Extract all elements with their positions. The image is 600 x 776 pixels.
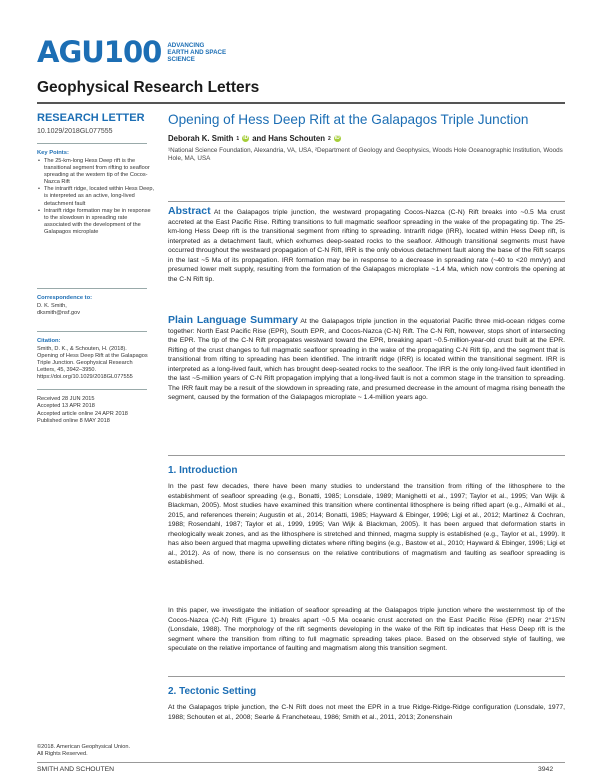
page-number: 3942 bbox=[538, 766, 554, 773]
orcid-icon[interactable]: iD bbox=[334, 135, 340, 141]
key-point: • The intrarift ridge, located within Hess Deep, is interpreted as an active, long-lived detachment fault bbox=[44, 186, 155, 207]
sidebar-divider bbox=[37, 331, 147, 332]
section-rule bbox=[168, 455, 565, 456]
author-list bbox=[168, 134, 565, 143]
author-name[interactable]: Deborah K. Smith bbox=[168, 134, 234, 143]
plain-language-summary bbox=[168, 316, 565, 403]
abstract-heading: Abstract bbox=[168, 205, 211, 217]
section-rule bbox=[168, 676, 565, 677]
pls-text: At the Galapagos triple junction in the equatorial Pacific three mid-ocean ridges come together: North East Pacific Rise (EPR), South EPR, and Cocos-Nazca (C-N) Rift. The C-N Rift, however, stops short of intersecting the EPR. The tip of the C-N Rift propagates westward toward the EPR, breaking apart ~0.5-million-year-old crust built at the EPR. Rifting of the crust changes to full magmatic seafloor spreading in the wake of the propagating C-N Rift tip, and the segment that is transitional from rifting to spreading has been identified. The intrarift ridge (IRR) is located within the transitional segment. IRR is interpreted as a long-lived fault, which has brought deep-seated rocks to the seafloor. The IRR is the only long-lived fault identified in the last ~5-million years of C-N Rift propagation implying that a long-lived fault is not a common stage in the transition to spreading. The IRR fault may be a result of the slowdown in spreading rate, and presumed decrease in the amount of magma rising beneath the segment, caused by the formation of the Galapagos microplate ~ 1.4-million years ago. bbox=[168, 318, 565, 402]
title-rule bbox=[168, 201, 565, 202]
key-points-heading: Key Points: bbox=[37, 150, 69, 156]
abstract bbox=[168, 207, 565, 284]
key-points-list bbox=[37, 158, 155, 236]
sidebar bbox=[37, 112, 155, 425]
section-heading-introduction: 1. Introduction bbox=[168, 465, 238, 476]
article-dates bbox=[37, 396, 155, 425]
affiliations: ¹National Science Foundation, Alexandria, VA, USA, ²Department of Geology and Geophysics, Woods Hole Oceanographic Institution, Woods Hole, MA, USA bbox=[168, 147, 563, 163]
correspondence-email[interactable]: dksmith@nsf.gov bbox=[37, 310, 80, 317]
sidebar-divider bbox=[37, 143, 147, 144]
correspondence-heading: Correspondence to: bbox=[37, 295, 93, 302]
copyright-line: ©2018. American Geophysical Union. bbox=[37, 744, 131, 750]
author-name[interactable]: and Hans Schouten bbox=[252, 134, 325, 143]
section-heading-tectonic-setting: 2. Tectonic Setting bbox=[168, 686, 257, 697]
correspondence-name: D. K. Smith, bbox=[37, 303, 67, 310]
article-header bbox=[168, 112, 565, 163]
affiliation-marker: 2 bbox=[327, 135, 331, 142]
abstract-text: At the Galapagos triple junction, the westward propagating Cocos-Nazca (C-N) Rift breaks into ~0.5 Ma crust accreted at the East Pacific Rise. Rifting transitions to full magmatic seafloor spreading in the wake of the propagating tip. The 25-km-long Hess Deep rift is the transitional segment from rifting to spreading. Intrarift ridge (IRR), located within Hess Deep rift, is interpreted as a detachment fault, which exhumes deep-seated rocks to the seafloor. Although transitional segments must have occurred throughout the westward propagation of C-N Rift, IRR is the only obvious detachment fault along the base of the Rift scarps in the last ~5 Ma of its propagation. IRR formation may be in response to a decrease in spreading rate (~40 to <20 mm/yr) and presumed lower melt supply, resulting from the formation of the Galapagos microplate ~1.4 Ma, which now controls the opening at the C-N Rift tip. bbox=[168, 209, 565, 283]
journal-title: Geophysical Research Letters bbox=[37, 79, 260, 96]
logo-wordmark: AGU100 bbox=[37, 35, 162, 69]
accepted-date: Accepted 13 APR 2018 bbox=[37, 403, 95, 410]
running-footer-authors: SMITH AND SCHOUTEN bbox=[37, 766, 115, 773]
copyright bbox=[37, 744, 157, 758]
accepted-online-date: Accepted article online 24 APR 2018 bbox=[37, 410, 128, 417]
introduction-paragraph-1: In the past few decades, there have been many studies to understand the transition from rifting of the lithosphere to the establishment of seafloor spreading (e.g., Bonatti, 1985; Lonsdale, 1989; Manighetti et al., 1997; Taylor et al., 1995; Van Wijk & Blackman, 2005). Most studies have examined this transition where continental lithosphere is being rifted apart (e.g., Almalki et al., 2015, and references therein; Augustin et al., 2014; Bonatti, 1985; Hayward & Ebinger, 1996; Ligi et al., 2012; Martinez & Cochran, 1988; Rosendahl, 1987; Taylor et al., 1999, 1995; Van Wijk & Blackman, 2005). It has been argued that deformation starts in rheologically weak zones, and as the lithosphere is stretched and thinned, magma supply is established (e.g., Taylor et al., 1999). It has also been argued that magma upwelling dictates where rifting begins (e.g., Bastow et al., 2010; Hayward & Ebinger, 1996; Ligi et al., 2012). As of now, there is no consensus on the relative contributions of magmatism and faulting as seafloor spreading is established. bbox=[168, 483, 565, 567]
article-type: RESEARCH LETTER bbox=[37, 112, 145, 124]
citation-text: Smith, D. K., & Schouten, H. (2018). Opening of Hess Deep Rift at the Galapagos Triple Junction. Geophysical Research Letters, 45, 3942–3950. https://doi.org/10.1029/2018GL077555 bbox=[37, 346, 148, 381]
affiliation-marker: 1 bbox=[236, 135, 240, 142]
sidebar-divider bbox=[37, 389, 147, 390]
agu100-logo bbox=[37, 36, 227, 68]
key-point: • Intrarift ridge formation may be in response to the slowdown in spreading rate associated with the development of the Galapagos microplate bbox=[44, 208, 155, 236]
published-date: Published online 8 MAY 2018 bbox=[37, 417, 110, 424]
orcid-icon[interactable]: iD bbox=[243, 135, 249, 141]
introduction-paragraph-2: In this paper, we investigate the initiation of seafloor spreading at the Galapagos triple junction where the westernmost tip of the Cocos-Nazca (C-N) Rift (Figure 1) breaks apart ~0.5 Ma oceanic crust accreted on the East Pacific Rise (EPR) near 2°15'N (Lonsdale, 1988). The morphology of the rift segments developing in the wake of the Rift tip indicates that Hess Deep rift is the segment where the transition from rifting to full magmatic spreading takes place. Based on the observed style of faulting, we speculate on the relative importance of faulting and magmatism along this transition segment. bbox=[168, 607, 565, 653]
footer-rule bbox=[37, 762, 565, 763]
header-rule bbox=[37, 102, 565, 104]
sidebar-divider bbox=[37, 288, 147, 289]
logo-subtitle: ADVANCING EARTH AND SPACE SCIENCE bbox=[167, 41, 227, 63]
key-point: • The 25-km-long Hess Deep rift is the transitional segment from rifting to seafloor spreading at the western tip of the Cocos-Nazca Rift bbox=[44, 158, 155, 186]
article-doi[interactable]: 10.1029/2018GL077555 bbox=[37, 128, 113, 135]
article-title: Opening of Hess Deep Rift at the Galapagos Triple Junction bbox=[168, 112, 529, 127]
tectonic-setting-paragraph: At the Galapagos triple junction, the C-N Rift does not meet the EPR in a true Ridge-Ridge-Ridge configuration (Lonsdale, 1977, 1988; Schouten et al., 2008; Searle & Francheteau, 1986; Smith et al., 2011, 2013; Zonenshain bbox=[168, 704, 565, 721]
received-date: Received 28 JUN 2015 bbox=[37, 396, 95, 403]
citation-heading: Citation: bbox=[37, 338, 61, 345]
pls-heading: Plain Language Summary bbox=[168, 314, 299, 326]
copyright-line: All Rights Reserved. bbox=[37, 751, 88, 757]
